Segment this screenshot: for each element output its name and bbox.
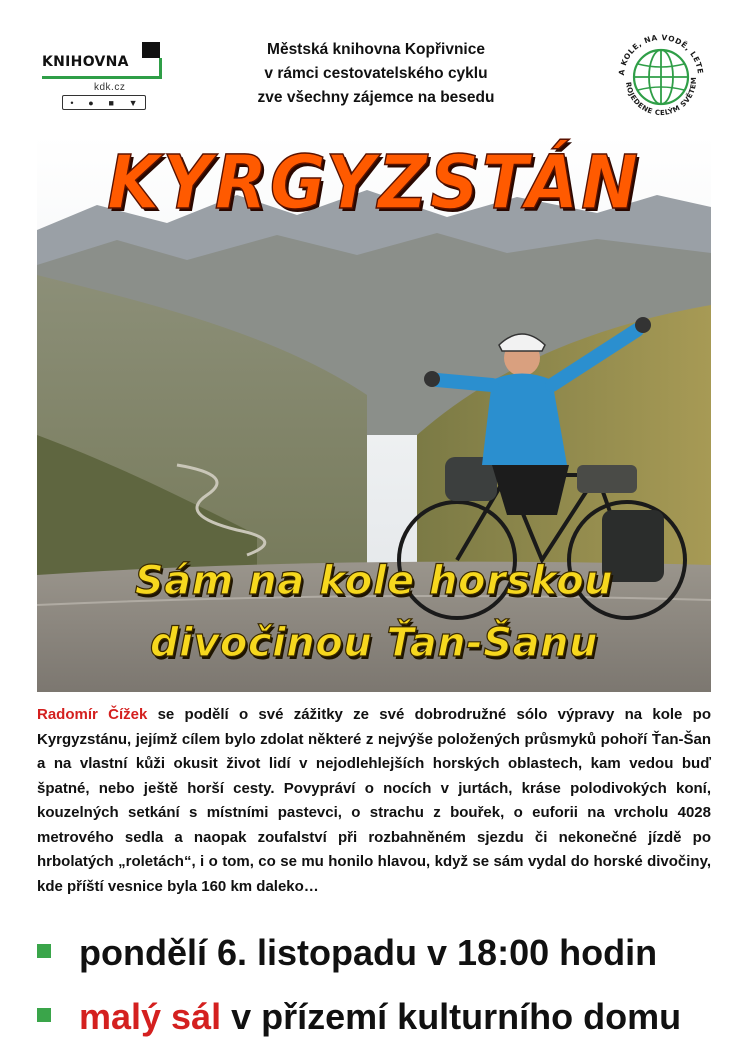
svg-text:NA KOLE, NA VODĚ, LETEM: A KOLE, NA VODĚ, LETE <box>616 32 705 76</box>
event-place-line <box>37 996 737 1038</box>
green-bullet-icon <box>37 944 51 958</box>
intro-line: v rámci cestovatelského cyklu <box>264 65 488 82</box>
event-date-line <box>37 932 737 974</box>
poster-subtitle-line2: divočinou Ťan-Šanu <box>149 620 599 666</box>
description-text: se podělí o své zážitky ze své dobrodružné sólo výpravy na kole po Kyrgyzstánu, jejímž cílem bylo zdolat některé z nejvýše položených průsmyků pohoří Ťan-Šan a na vlastní kůži okusit život lidí v nejodlehlejších horských oblastech, kam vedou buď špatné, nebo ještě horší cesty. Povypráví o nocích v jurtách, kráse polodivokých koní, kouzelných setkání s místními pastevci, o strachu z bouřek, o euforii na vrcholu 4028 metrového sedla a naopak zoufalství při rozbahněném sjezdu či nekonečné jízdě po hrbolatých „roletách“, i o tom, co se mu honilo hlavou, když se sám vydal do horské divočiny, kde příští vesnice byla 160 km daleko… <box>37 706 711 895</box>
green-bullet-icon <box>37 1008 51 1022</box>
logo-square-icon <box>142 42 160 58</box>
dot-small-icon: • <box>70 97 74 108</box>
series-logo <box>612 28 710 126</box>
triangle-down-icon: ▼ <box>128 97 138 108</box>
intro-text <box>218 38 534 110</box>
event-description <box>37 703 711 899</box>
header <box>0 0 749 135</box>
poster-title: KYRGYZSTÁN <box>107 140 641 226</box>
library-web: kdk.cz <box>94 82 126 93</box>
library-logo[interactable] <box>42 42 168 112</box>
dot-large-icon: ● <box>88 97 94 108</box>
event-date: pondělí 6. listopadu v 18:00 hodin <box>79 932 658 973</box>
logo-underline-tick <box>159 58 162 79</box>
event-place: v přízemí kulturního domu <box>221 996 682 1037</box>
poster-subtitle-line1: Sám na kole horskou <box>134 558 614 604</box>
intro-line: Městská knihovna Kopřivnice <box>267 41 485 58</box>
event-room: malý sál <box>79 996 222 1037</box>
svg-text:PROJEDENE CELÝM SVĚTEM: ROJEDENE CELÝM SVĚTEM <box>623 76 699 118</box>
square-icon: ■ <box>108 97 114 108</box>
globe-icon <box>612 28 710 126</box>
library-logo-name: KNIHOVNA <box>42 54 129 70</box>
intro-line: zve všechny zájemce na besedu <box>257 89 495 106</box>
speaker-name: Radomír Čížek <box>37 706 148 723</box>
logo-underline <box>42 76 162 79</box>
logo-symbols <box>62 95 146 110</box>
